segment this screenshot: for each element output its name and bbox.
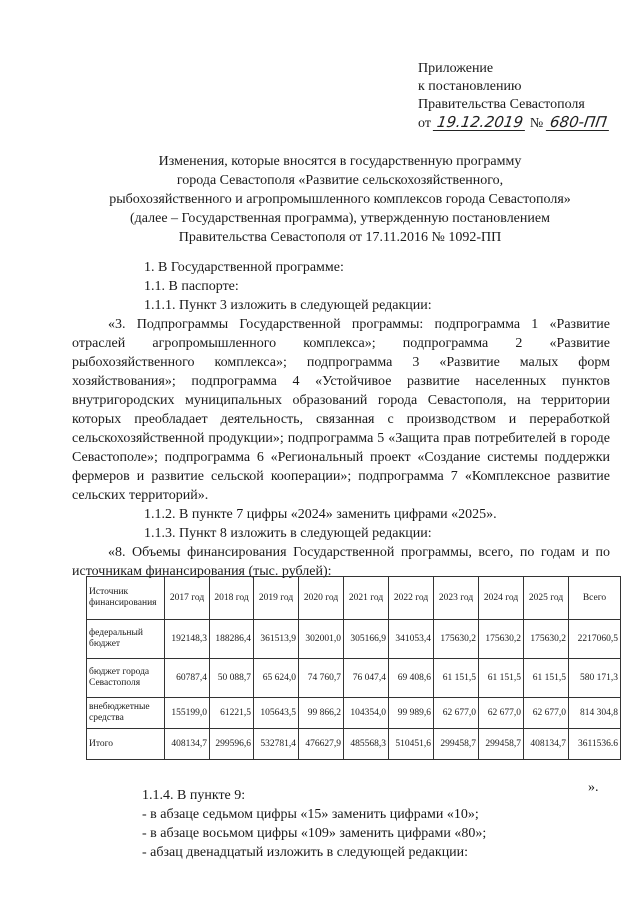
total-cell: 2217060,5 [569,620,621,659]
value-cell: 192148,3 [165,620,210,659]
total-cell: 3611536.6 [569,729,621,760]
paragraph-1-1-2: 1.1.2. В пункте 7 цифры «2024» заменить цифрами «2025». [144,507,497,522]
value-cell: 408134,7 [165,729,210,760]
value-cell: 65 624,0 [254,659,299,698]
source-cell: внебюджетные средства [87,698,165,729]
value-cell: 60787,4 [165,659,210,698]
value-cell: 74 760,7 [299,659,344,698]
bottom-section [142,786,612,862]
amendment-line-3: - абзац двенадцатый изложить в следующей редакции: [142,845,469,860]
amendment-line-1: - в абзаце седьмом цифры «15» заменить цифрами «10»; [142,807,479,822]
header-cell: 2017 год [165,577,210,620]
appendix-line-1: Приложение [418,61,494,76]
paragraph-1-1-1: 1.1.1. Пункт 3 изложить в следующей редакции: [144,298,432,313]
paragraph-1-1-3: 1.1.3. Пункт 8 изложить в следующей редакции: [144,526,432,541]
header-cell: 2025 год [524,577,569,620]
value-cell: 61221,5 [210,698,254,729]
value-cell: 485568,3 [344,729,389,760]
paragraph-1: 1. В Государственной программе: [144,260,344,275]
value-cell: 476627,9 [299,729,344,760]
header-cell: 2021 год [344,577,389,620]
value-cell: 104354,0 [344,698,389,729]
appendix-line-3: Правительства Севастополя [418,97,585,112]
header-cell: 2018 год [210,577,254,620]
financing-table [86,576,621,760]
appendix-line-2: к постановлению [418,79,522,94]
total-cell: 580 171,3 [569,659,621,698]
value-cell: 408134,7 [524,729,569,760]
title-line-4: (далее – Государственная программа), утвержденную постановлением [130,211,550,226]
value-cell: 188286,4 [210,620,254,659]
paragraph-1-1-4: 1.1.4. В пункте 9: [142,788,246,803]
table-row [87,620,621,659]
amendment-line-2: - в абзаце восьмом цифры «109» заменить цифрами «80»; [142,826,487,841]
header-cell: 2020 год [299,577,344,620]
table-header-row [87,577,621,620]
title-line-3: рыбохозяйственного и агропромышленного комплексов города Севастополя» [109,192,571,207]
value-cell: 299458,7 [434,729,479,760]
appendix-block [418,60,609,133]
paragraph-financing: «8. Объемы финансирования Государственной программы, всего, по годам и по источникам финансирования (тыс. рублей): [72,545,610,579]
value-cell: 62 677,0 [479,698,524,729]
value-cell: 69 408,6 [389,659,434,698]
value-cell: 155199,0 [165,698,210,729]
value-cell: 99 866,2 [299,698,344,729]
header-cell: 2022 год [389,577,434,620]
value-cell: 99 989,6 [389,698,434,729]
handwritten-number: 680-ПП [545,114,610,131]
value-cell: 305166,9 [344,620,389,659]
financing-table-wrap [86,576,620,760]
value-cell: 175630,2 [524,620,569,659]
value-cell: 76 047,4 [344,659,389,698]
value-cell: 361513,9 [254,620,299,659]
number-sign: № [529,116,544,131]
value-cell: 61 151,5 [479,659,524,698]
value-cell: 341053,4 [389,620,434,659]
header-cell: 2024 год [479,577,524,620]
source-cell: Итого [87,729,165,760]
document-body [72,258,610,581]
header-cell: 2023 год [434,577,479,620]
value-cell: 299458,7 [479,729,524,760]
value-cell: 175630,2 [434,620,479,659]
header-cell: Всего [569,577,621,620]
handwritten-date: 19.12.2019 [433,114,527,131]
value-cell: 62 677,0 [524,698,569,729]
paragraph-1-1: 1.1. В паспорте: [144,279,239,294]
header-cell: 2019 год [254,577,299,620]
date-prefix: от [418,116,431,131]
title-line-5: Правительства Севастополя от 17.11.2016 № 1092-ПП [178,230,502,245]
value-cell: 299596,6 [210,729,254,760]
value-cell: 105643,5 [254,698,299,729]
closing-quote: ». [588,780,599,795]
header-cell: Источник финансирования [87,577,165,620]
paragraph-subprograms: «3. Подпрограммы Государственной программы: подпрограмма 1 «Развитие отраслей агропромышленного комплекса»; подпрограмма 2 «Развитие рыбохозяйственного комплекса»; подпрограмма 3 «Развитие малых форм хозяйствования»; подпрограмма 4 «Устойчивое развитие населенных пунктов внутригородских муниципальных образований города Севастополя, на территории которых преобладает деятельность, связанная с производством и переработкой сельскохозяйственной продукции»; подпрограмма 5 «Защита прав потребителей в городе Севастополе»; подпрограмма 6 «Региональный проект «Создание системы поддержки фермеров и развитие сельской кооперации»; подпрограмма 7 «Комплексное развитие сельских территорий». [72,317,610,503]
value-cell: 510451,6 [389,729,434,760]
value-cell: 61 151,5 [524,659,569,698]
value-cell: 61 151,5 [434,659,479,698]
source-cell: бюджет города Севастополя [87,659,165,698]
document-title [60,152,620,247]
value-cell: 302001,0 [299,620,344,659]
title-line-2: города Севастополя «Развитие сельскохозяйственного, [176,173,504,188]
table-row [87,729,621,760]
source-cell: федеральный бюджет [87,620,165,659]
value-cell: 532781,4 [254,729,299,760]
total-cell: 814 304,8 [569,698,621,729]
value-cell: 175630,2 [479,620,524,659]
value-cell: 50 088,7 [210,659,254,698]
table-row [87,659,621,698]
appendix-date-line [418,114,609,133]
value-cell: 62 677,0 [434,698,479,729]
title-line-1: Изменения, которые вносятся в государственную программу [158,154,522,169]
table-row [87,698,621,729]
